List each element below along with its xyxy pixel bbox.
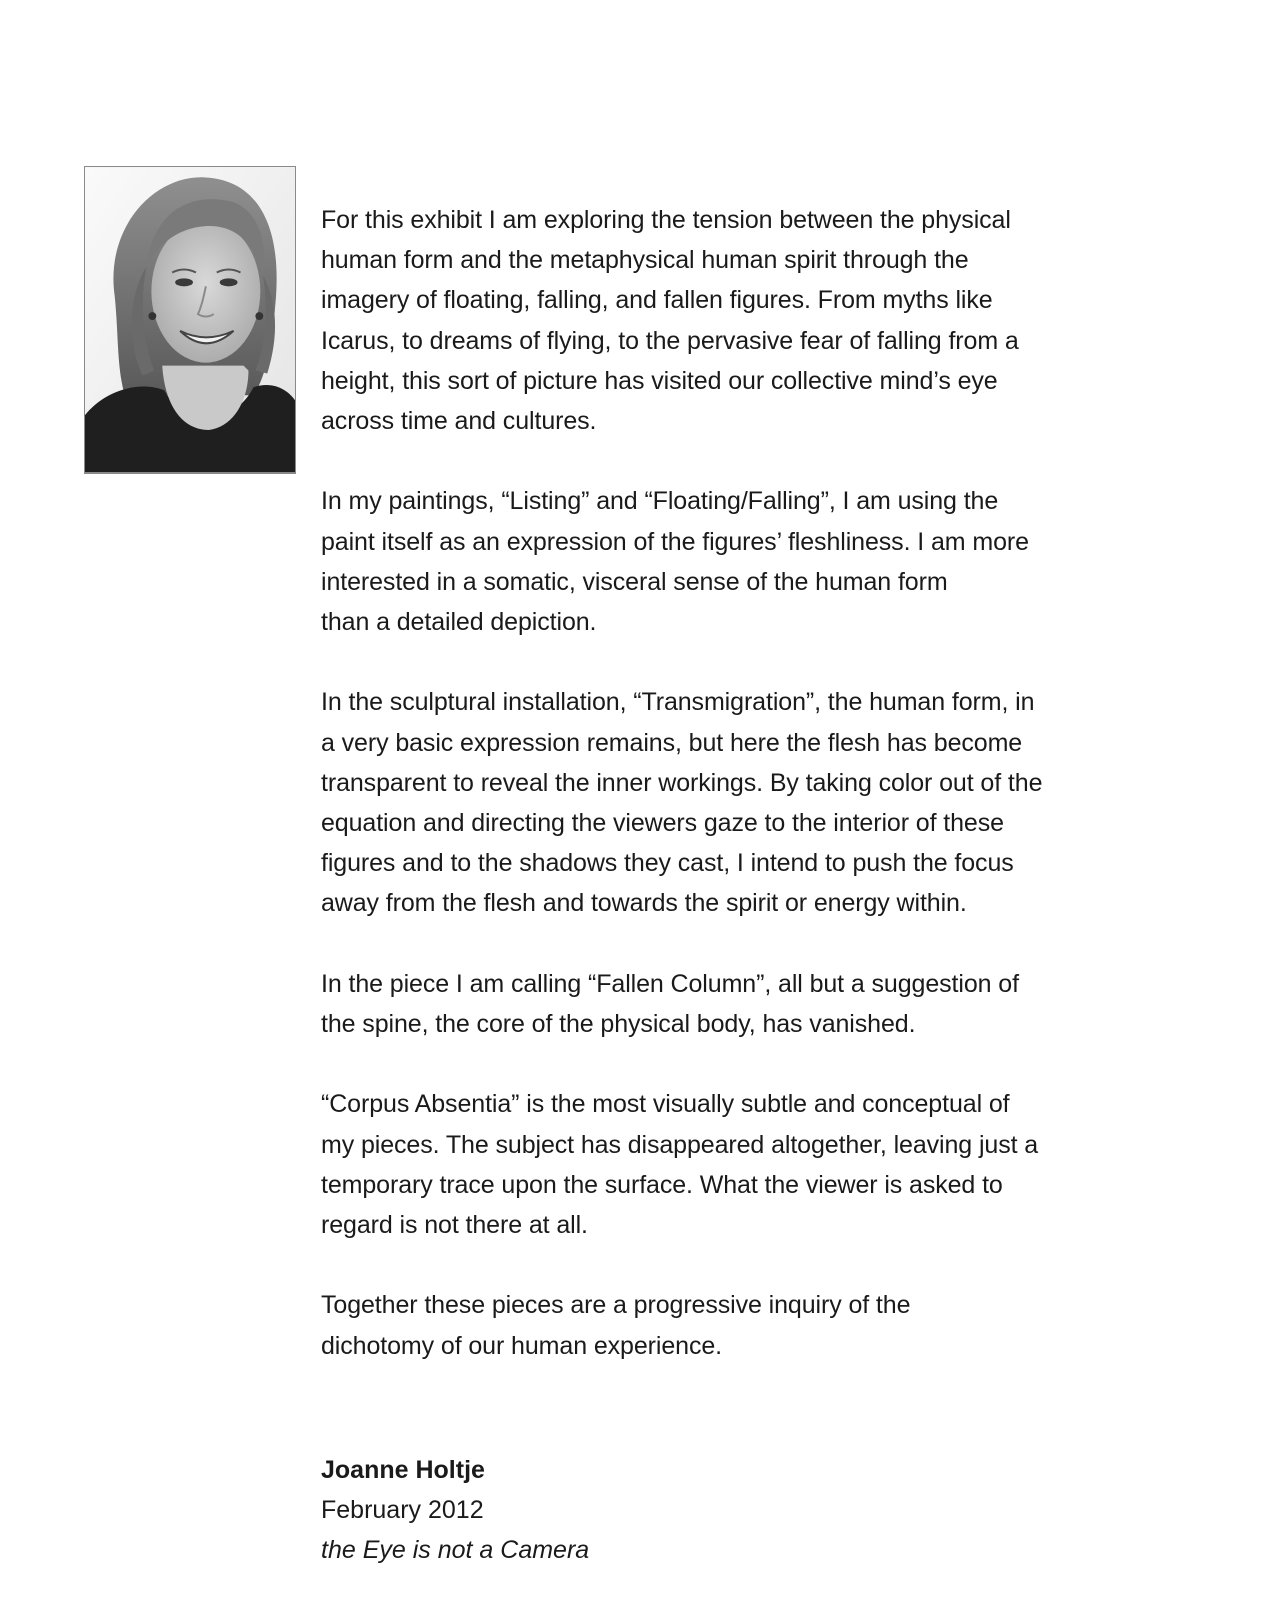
statement-line: equation and directing the viewers gaze to the interior of these — [321, 809, 1004, 838]
statement-line: figures and to the shadows they cast, I intend to push the focus — [321, 849, 1014, 878]
statement-line: the spine, the core of the physical body, has vanished. — [321, 1010, 916, 1039]
exhibit-title: the Eye is not a Camera — [321, 1536, 590, 1564]
statement-line: dichotomy of our human experience. — [321, 1331, 722, 1360]
statement-line: transparent to reveal the inner workings. By taking color out of the — [321, 768, 1043, 797]
paragraph-spacer — [321, 1245, 1151, 1285]
statement-paragraph — [321, 1084, 1151, 1245]
statement-paragraph — [321, 481, 1151, 642]
statement-line: paint itself as an expression of the figures’ fleshliness. I am more — [321, 527, 1029, 556]
statement-paragraph — [321, 1285, 1151, 1365]
paragraph-spacer — [321, 642, 1151, 682]
statement-line: For this exhibit I am exploring the tension between the physical — [321, 206, 1011, 234]
statement-line: Together these pieces are a progressive inquiry of the — [321, 1291, 911, 1320]
statement-line: interested in a somatic, visceral sense of the human form — [321, 567, 948, 596]
statement-line: a very basic expression remains, but here the flesh has become — [321, 728, 1023, 757]
statement-line: height, this sort of picture has visited our collective mind’s eye — [321, 366, 998, 395]
statement-line: imagery of floating, falling, and fallen figures. From myths like — [321, 286, 993, 315]
statement-paragraph — [321, 682, 1151, 923]
statement-line: Icarus, to dreams of flying, to the pervasive fear of falling from a — [321, 326, 1019, 355]
artist-name: Joanne Holtje — [321, 1456, 485, 1484]
statement-line: In the sculptural installation, “Transmigration”, the human form, in — [321, 688, 1035, 717]
statement-line: away from the flesh and towards the spirit or energy within. — [321, 889, 967, 918]
statement-line: In my paintings, “Listing” and “Floating/Falling”, I am using the — [321, 487, 999, 516]
artist-portrait — [84, 166, 296, 474]
statement-paragraph — [321, 964, 1151, 1044]
statement-line: regard is not there at all. — [321, 1211, 588, 1240]
artist-statement — [321, 200, 1151, 1366]
statement-line: across time and cultures. — [321, 407, 597, 436]
signature-block — [321, 1450, 589, 1570]
statement-line: than a detailed depiction. — [321, 608, 597, 637]
statement-line: In the piece I am calling “Fallen Column”, all but a suggestion of — [321, 969, 1019, 998]
statement-date: February 2012 — [321, 1496, 484, 1524]
statement-paragraph — [321, 200, 1151, 441]
statement-line: “Corpus Absentia” is the most visually subtle and conceptual of — [321, 1090, 1010, 1119]
paragraph-spacer — [321, 1044, 1151, 1084]
paragraph-spacer — [321, 441, 1151, 481]
statement-line: human form and the metaphysical human spirit through the — [321, 246, 969, 275]
statement-line: temporary trace upon the surface. What the viewer is asked to — [321, 1170, 1003, 1199]
statement-line: my pieces. The subject has disappeared altogether, leaving just a — [321, 1130, 1039, 1159]
paragraph-spacer — [321, 924, 1151, 964]
